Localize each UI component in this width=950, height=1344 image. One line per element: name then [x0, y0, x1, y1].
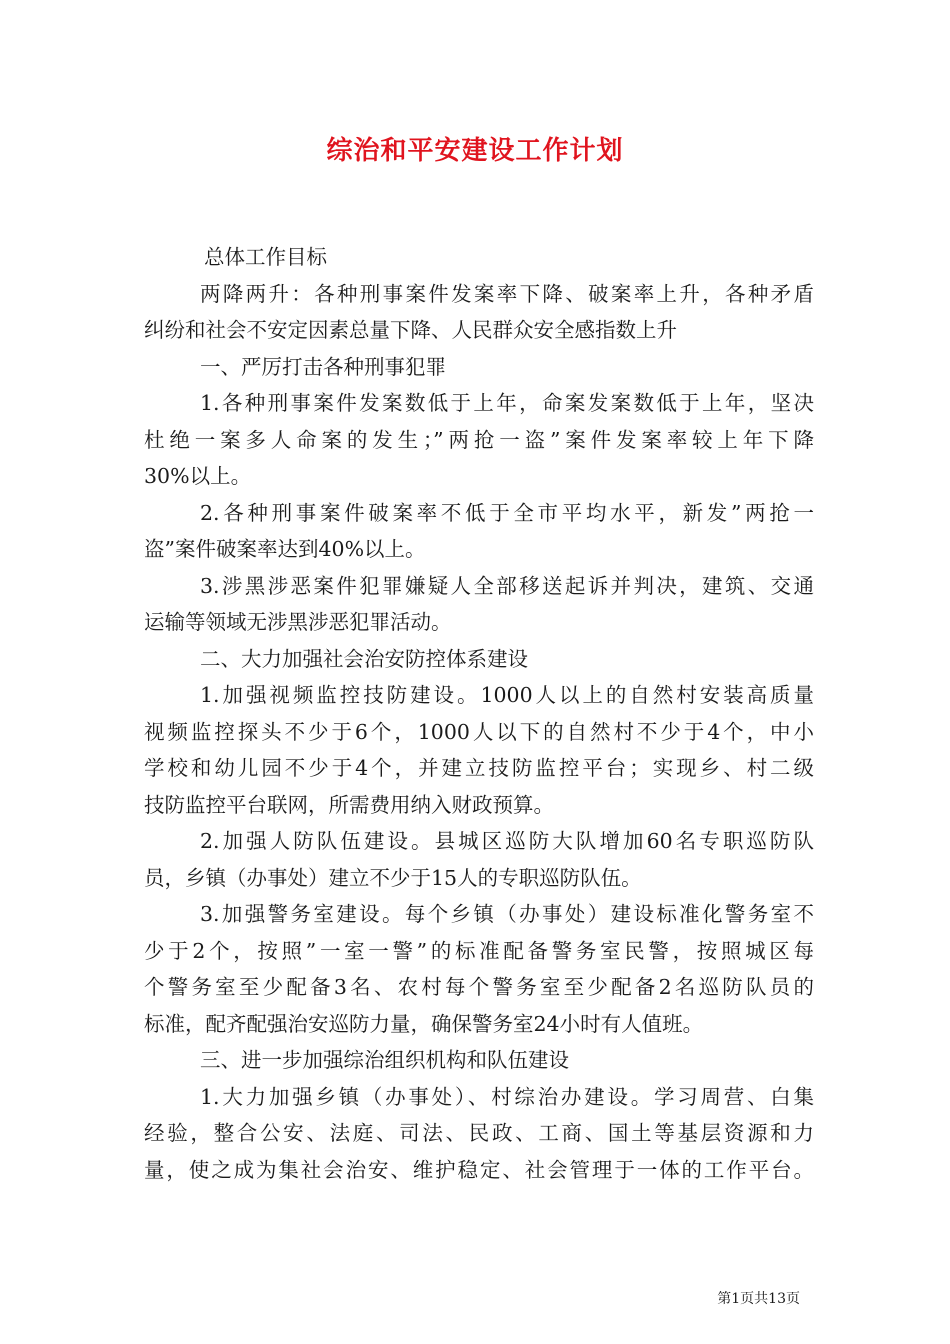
section-heading-overall-goal: 总体工作目标	[204, 245, 327, 269]
paragraph-line: 技防监控平台联网，所需费用纳入财政预算。	[144, 792, 554, 817]
paragraph-line: 个警务室至少配备3名、农村每个警务室至少配备2名巡防队员的	[144, 975, 814, 999]
paragraph-line: 1.加强视频监控技防建设。1000人以上的自然村安装高质量	[200, 683, 814, 707]
document-title: 综治和平安建设工作计划	[326, 136, 624, 166]
paragraph-line: 1.各种刑事案件发案数低于上年，命案发案数低于上年，坚决	[200, 391, 814, 415]
paragraph-line: 纠纷和社会不安定因素总量下降、人民群众安全感指数上升	[144, 318, 677, 342]
section-heading-2: 二、大力加强社会治安防控体系建设	[200, 646, 528, 671]
paragraph-line: 两降两升：各种刑事案件发案率下降、破案率上升，各种矛盾	[200, 281, 814, 306]
paragraph-line: 视频监控探头不少于6个，1000人以下的自然村不少于4个，中小	[144, 719, 814, 744]
paragraph-line: 2.各种刑事案件破案率不低于全市平均水平，新发”两抢一	[200, 500, 814, 525]
paragraph-line: 1.大力加强乡镇（办事处）、村综治办建设。学习周营、白集	[200, 1084, 814, 1109]
paragraph-line: 盗”案件破案率达到40%以上。	[144, 537, 426, 561]
paragraph-line: 运输等领域无涉黑涉恶犯罪活动。	[144, 610, 452, 634]
document-body	[144, 239, 814, 1188]
paragraph-line: 3.加强警务室建设。每个乡镇（办事处）建设标准化警务室不	[200, 902, 814, 926]
section-heading-3: 三、进一步加强综治组织机构和队伍建设	[200, 1048, 569, 1072]
section-heading-1: 一、严厉打击各种刑事犯罪	[200, 354, 446, 379]
paragraph-line: 杜绝一案多人命案的发生；”两抢一盗”案件发案率较上年下降	[144, 427, 814, 452]
paragraph-line: 员，乡镇（办事处）建立不少于15人的专职巡防队伍。	[144, 865, 642, 890]
paragraph-line: 30%以上。	[144, 464, 252, 488]
paragraph-line: 学校和幼儿园不少于4个，并建立技防监控平台；实现乡、村二级	[144, 756, 814, 780]
paragraph-line: 标准，配齐配强治安巡防力量，确保警务室24小时有人值班。	[144, 1011, 704, 1036]
paragraph-line: 少于2个，按照”一室一警”的标准配备警务室民警，按照城区每	[144, 938, 814, 963]
page-indicator: 第1页共13页	[717, 1291, 800, 1307]
paragraph-line: 2.加强人防队伍建设。县城区巡防大队增加60名专职巡防队	[200, 829, 814, 853]
paragraph-line: 3.涉黑涉恶案件犯罪嫌疑人全部移送起诉并判决，建筑、交通	[200, 573, 814, 598]
paragraph-line: 经验，整合公安、法庭、司法、民政、工商、国土等基层资源和力	[144, 1121, 814, 1145]
paragraph-line: 量，使之成为集社会治安、维护稳定、社会管理于一体的工作平台。	[144, 1157, 814, 1182]
